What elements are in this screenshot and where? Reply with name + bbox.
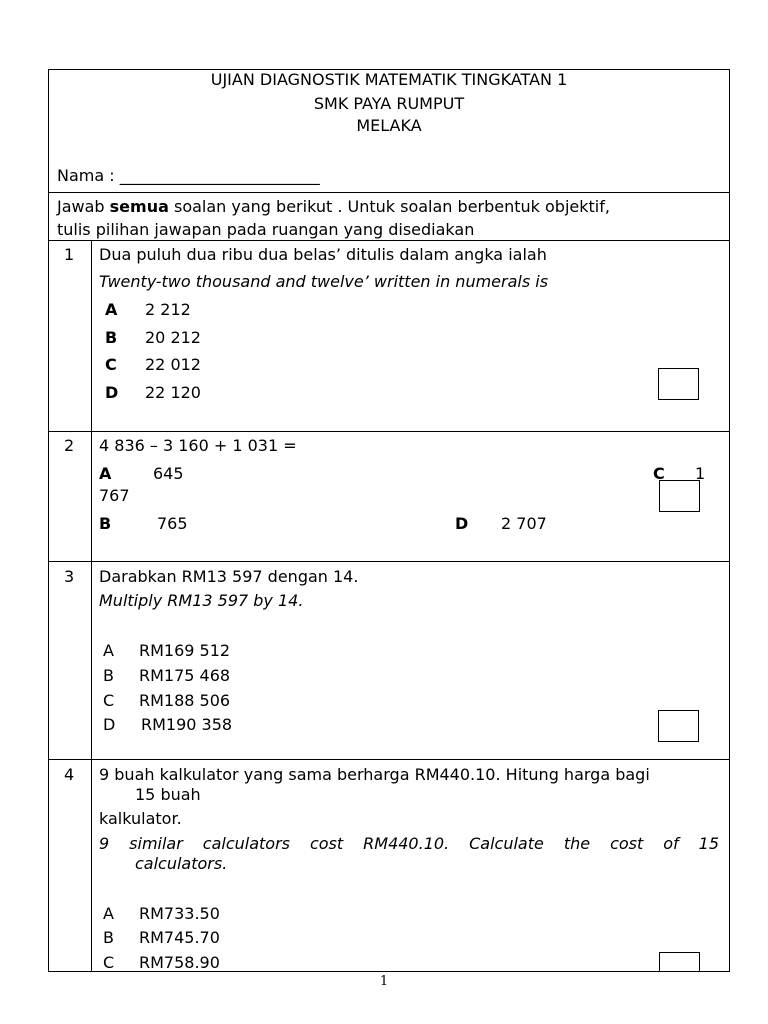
question-4-text-en-2: calculators. [135, 854, 228, 873]
divider [49, 192, 729, 193]
q2-answer-box[interactable] [659, 480, 700, 512]
q3-option-b-letter: B [103, 666, 114, 685]
q3-option-a-letter: A [103, 641, 114, 660]
question-2-number: 2 [64, 436, 75, 455]
q3-option-c-letter: C [103, 691, 115, 710]
q3-option-a-value: RM169 512 [139, 641, 231, 660]
q1-option-b-letter: B [105, 328, 118, 347]
divider [49, 431, 729, 432]
q1-option-c-value: 22 012 [145, 355, 201, 374]
q4-option-c-value: RM758.90 [139, 953, 220, 972]
exam-title: UJIAN DIAGNOSTIK MATEMATIK TINGKATAN 1 [210, 70, 568, 89]
q1-answer-box[interactable] [658, 368, 699, 400]
q4-option-b-letter: B [103, 928, 114, 947]
divider [49, 759, 729, 760]
q2-option-d-letter: D [455, 514, 469, 533]
q2-option-c-value: 1 [695, 464, 706, 483]
question-1-number: 1 [64, 245, 75, 264]
q3-option-c-value: RM188 506 [139, 691, 231, 710]
exam-sheet [48, 69, 730, 972]
name-label: Nama : [57, 166, 120, 185]
q4-option-b-value: RM745.70 [139, 928, 220, 947]
q2-option-c-letter: C [653, 464, 665, 483]
instructions-line-1: Jawab semua soalan yang berikut . Untuk soalan berbentuk objektif, [57, 197, 610, 216]
q1-option-d-letter: D [105, 383, 119, 402]
page-number: 1 [379, 974, 389, 989]
q1-option-c-letter: C [105, 355, 117, 374]
question-4-text-en-1: 9 similar calculators cost RM440.10. Calculate the cost of 15 [99, 834, 719, 853]
question-4-number: 4 [64, 765, 75, 784]
q2-option-b-value: 765 [157, 514, 188, 533]
q4-option-c-letter: C [103, 953, 115, 972]
q2-option-a-value: 645 [153, 464, 184, 483]
question-4-text-ms-2: 15 buah [135, 785, 201, 804]
q1-option-a-letter: A [105, 300, 118, 319]
question-4-text-ms-1: 9 buah kalkulator yang sama berharga RM440.10. Hitung harga bagi [99, 765, 650, 784]
column-divider [91, 240, 92, 971]
q3-answer-box[interactable] [658, 710, 699, 742]
divider [49, 561, 729, 562]
q1-option-b-value: 20 212 [145, 328, 201, 347]
divider [49, 240, 729, 241]
q2-option-a-letter: A [99, 464, 112, 483]
q4-answer-box[interactable] [659, 952, 700, 972]
name-blank[interactable]: _________________________ [119, 166, 320, 185]
question-4-text-ms-3: kalkulator. [99, 809, 182, 828]
question-3-text-en: Multiply RM13 597 by 14. [99, 591, 304, 610]
q2-option-c-wrap: 767 [99, 486, 130, 505]
q1-option-d-value: 22 120 [145, 383, 201, 402]
q3-option-b-value: RM175 468 [139, 666, 231, 685]
q2-option-d-value: 2 707 [501, 514, 547, 533]
q3-option-d-value: RM190 358 [141, 715, 233, 734]
question-2-text: 4 836 – 3 160 + 1 031 = [99, 436, 297, 455]
school-name: SMK PAYA RUMPUT [313, 94, 465, 113]
question-3-text-ms: Darabkan RM13 597 dengan 14. [99, 567, 359, 586]
question-1-text-en: Twenty-two thousand and twelve’ written in numerals is [99, 272, 549, 291]
question-3-number: 3 [64, 567, 75, 586]
q1-option-a-value: 2 212 [145, 300, 191, 319]
question-1-text-ms: Dua puluh dua ribu dua belas’ ditulis dalam angka ialah [99, 245, 547, 264]
instructions-bold: semua [109, 197, 169, 216]
name-field[interactable] [57, 166, 320, 186]
school-location: MELAKA [356, 116, 422, 135]
q3-option-d-letter: D [103, 715, 116, 734]
q4-option-a-value: RM733.50 [139, 904, 220, 923]
q4-option-a-letter: A [103, 904, 114, 923]
q2-option-b-letter: B [99, 514, 112, 533]
instructions-line-2: tulis pilihan jawapan pada ruangan yang disediakan [57, 220, 475, 239]
